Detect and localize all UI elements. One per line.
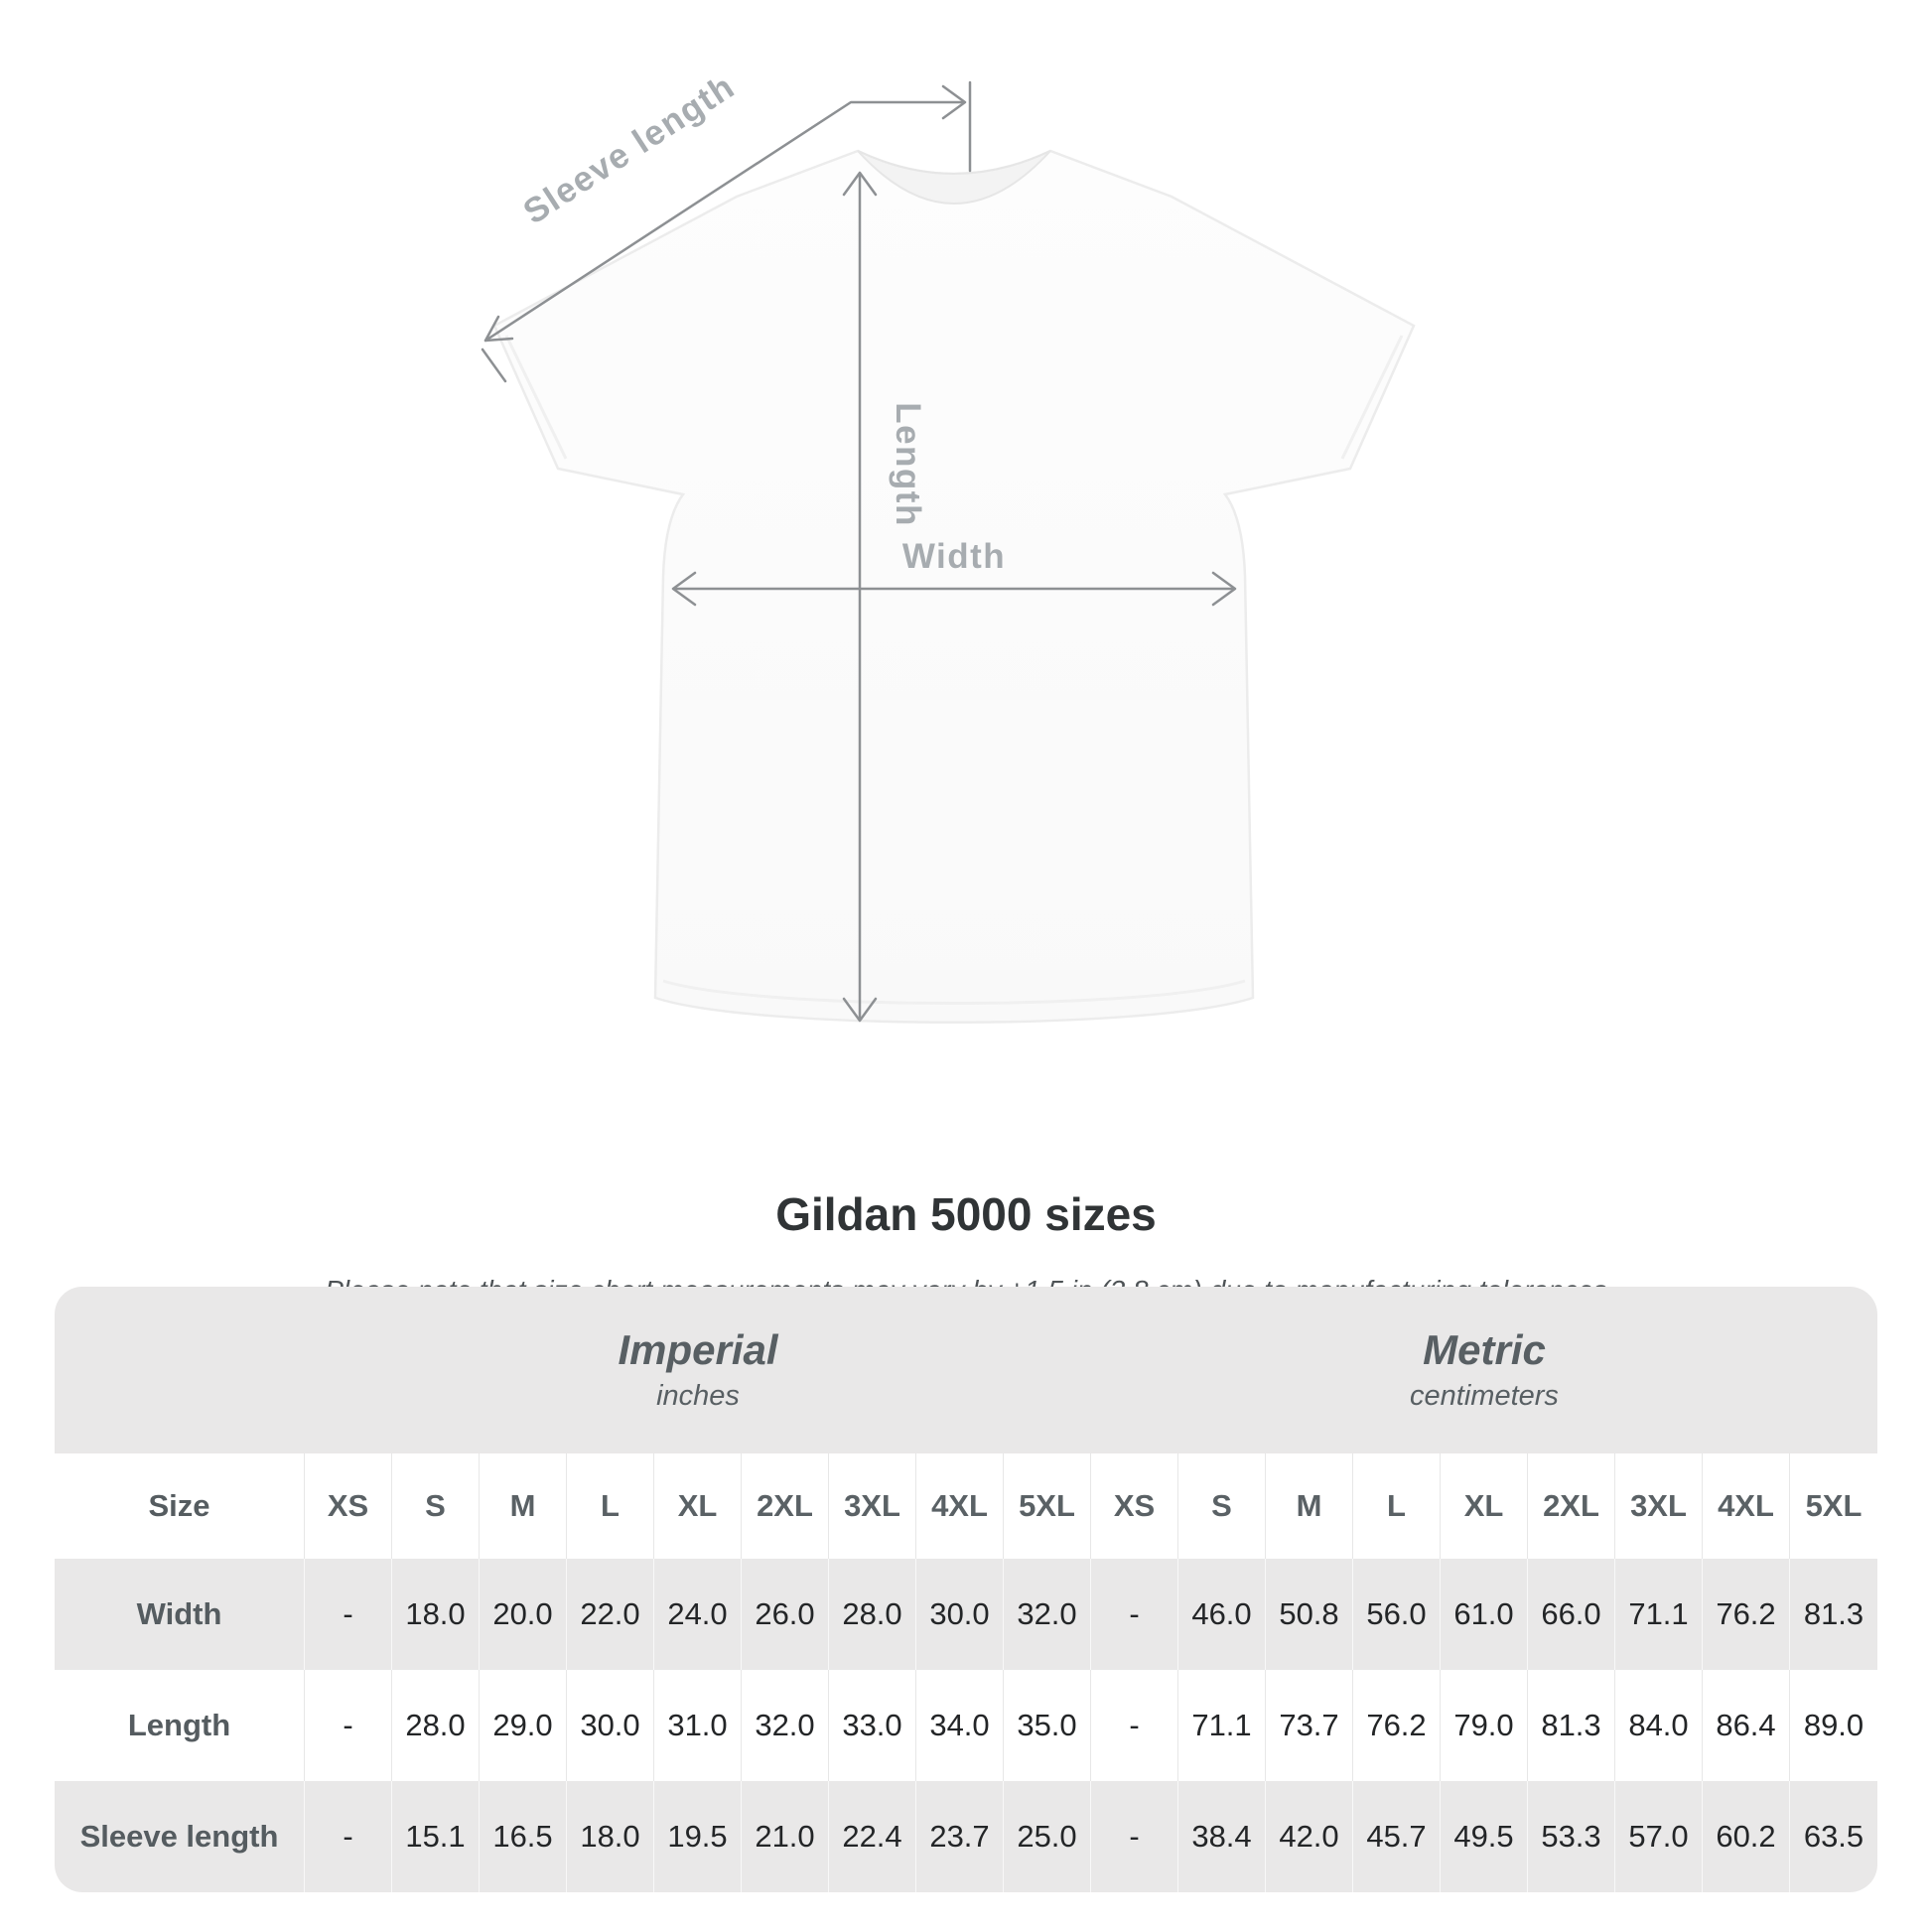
table-row bbox=[55, 1781, 1877, 1892]
size-header-row bbox=[55, 1453, 1877, 1559]
value-cell: 46.0 bbox=[1178, 1559, 1266, 1670]
imperial-label: Imperial bbox=[618, 1326, 778, 1374]
size-col-header: XL bbox=[1441, 1453, 1528, 1559]
value-cell: - bbox=[1091, 1559, 1178, 1670]
value-cell: 42.0 bbox=[1266, 1781, 1353, 1892]
value-cell: 38.4 bbox=[1178, 1781, 1266, 1892]
value-cell: 86.4 bbox=[1703, 1670, 1790, 1781]
value-cell: 22.0 bbox=[567, 1559, 654, 1670]
value-cell: 45.7 bbox=[1353, 1781, 1441, 1892]
size-col-header: M bbox=[480, 1453, 567, 1559]
size-col-header: XL bbox=[654, 1453, 742, 1559]
value-cell: 24.0 bbox=[654, 1559, 742, 1670]
value-cell: 29.0 bbox=[480, 1670, 567, 1781]
value-cell: 76.2 bbox=[1353, 1670, 1441, 1781]
value-cell: 16.5 bbox=[480, 1781, 567, 1892]
size-col-header: M bbox=[1266, 1453, 1353, 1559]
value-cell: 22.4 bbox=[829, 1781, 916, 1892]
size-table bbox=[55, 1287, 1877, 1892]
value-cell: - bbox=[305, 1559, 392, 1670]
value-cell: 20.0 bbox=[480, 1559, 567, 1670]
value-cell: 25.0 bbox=[1004, 1781, 1091, 1892]
size-col-header: XS bbox=[1091, 1453, 1178, 1559]
value-cell: 15.1 bbox=[392, 1781, 480, 1892]
group-corner-cell bbox=[55, 1287, 305, 1453]
value-cell: 32.0 bbox=[1004, 1559, 1091, 1670]
size-col-header: 4XL bbox=[916, 1453, 1004, 1559]
value-cell: 81.3 bbox=[1803, 1596, 1864, 1631]
value-cell: 26.0 bbox=[742, 1559, 829, 1670]
size-col-header: 2XL bbox=[742, 1453, 829, 1559]
value-cell: 49.5 bbox=[1441, 1781, 1528, 1892]
length-label: Length bbox=[889, 402, 927, 527]
value-cell: 71.1 bbox=[1615, 1559, 1703, 1670]
size-col-header: 2XL bbox=[1528, 1453, 1615, 1559]
size-col-header: XS bbox=[305, 1453, 392, 1559]
page-title: Gildan 5000 sizes bbox=[775, 1188, 1157, 1240]
value-cell: 63.5 bbox=[1803, 1819, 1864, 1854]
size-header-cell: Size bbox=[55, 1453, 305, 1559]
imperial-group-header bbox=[305, 1287, 1091, 1453]
size-col-header: S bbox=[1178, 1453, 1266, 1559]
value-cell: 28.0 bbox=[829, 1559, 916, 1670]
value-cell: 21.0 bbox=[742, 1781, 829, 1892]
value-cell: 66.0 bbox=[1528, 1559, 1615, 1670]
metric-label: Metric bbox=[1423, 1326, 1546, 1374]
value-cell: 19.5 bbox=[654, 1781, 742, 1892]
unit-group-row bbox=[55, 1287, 1877, 1453]
value-cell: 61.0 bbox=[1441, 1559, 1528, 1670]
measurement-rows bbox=[55, 1559, 1877, 1892]
value-cell: 56.0 bbox=[1353, 1559, 1441, 1670]
value-cell: 33.0 bbox=[829, 1670, 916, 1781]
size-col-header: 5XL bbox=[1805, 1488, 1863, 1523]
table-row bbox=[55, 1559, 1877, 1670]
imperial-unit: inches bbox=[656, 1379, 740, 1412]
sleeve-length-label: Sleeve length bbox=[516, 67, 743, 232]
value-cell: - bbox=[305, 1670, 392, 1781]
size-col-header: 5XL bbox=[1004, 1453, 1091, 1559]
value-cell: 32.0 bbox=[742, 1670, 829, 1781]
value-cell: - bbox=[1091, 1781, 1178, 1892]
value-cell: 50.8 bbox=[1266, 1559, 1353, 1670]
value-cell: 35.0 bbox=[1004, 1670, 1091, 1781]
value-cell: 89.0 bbox=[1803, 1708, 1864, 1742]
value-cell: 30.0 bbox=[916, 1559, 1004, 1670]
value-cell: 30.0 bbox=[567, 1670, 654, 1781]
value-cell: 71.1 bbox=[1178, 1670, 1266, 1781]
metric-group-header bbox=[1091, 1287, 1877, 1453]
metric-unit: centimeters bbox=[1410, 1379, 1559, 1412]
value-cell: 76.2 bbox=[1703, 1559, 1790, 1670]
row-label: Length bbox=[55, 1670, 305, 1781]
size-col-header: 4XL bbox=[1703, 1453, 1790, 1559]
value-cell: 18.0 bbox=[567, 1781, 654, 1892]
value-cell: 73.7 bbox=[1266, 1670, 1353, 1781]
size-col-header: L bbox=[567, 1453, 654, 1559]
tshirt-body bbox=[494, 151, 1414, 1023]
value-cell: 31.0 bbox=[654, 1670, 742, 1781]
value-cell: 57.0 bbox=[1615, 1781, 1703, 1892]
value-cell: 18.0 bbox=[392, 1559, 480, 1670]
size-col-header: S bbox=[392, 1453, 480, 1559]
value-cell: 79.0 bbox=[1441, 1670, 1528, 1781]
row-label: Width bbox=[55, 1559, 305, 1670]
value-cell: 81.3 bbox=[1528, 1670, 1615, 1781]
table-row bbox=[55, 1670, 1877, 1781]
value-cell: 53.3 bbox=[1528, 1781, 1615, 1892]
size-col-header: L bbox=[1353, 1453, 1441, 1559]
width-label: Width bbox=[901, 537, 1007, 576]
value-cell: 34.0 bbox=[916, 1670, 1004, 1781]
value-cell: 23.7 bbox=[916, 1781, 1004, 1892]
value-cell: 60.2 bbox=[1703, 1781, 1790, 1892]
value-cell: - bbox=[305, 1781, 392, 1892]
value-cell: 84.0 bbox=[1615, 1670, 1703, 1781]
size-col-header: 3XL bbox=[829, 1453, 916, 1559]
row-label: Sleeve length bbox=[55, 1781, 305, 1892]
size-col-header: 3XL bbox=[1615, 1453, 1703, 1559]
value-cell: - bbox=[1091, 1670, 1178, 1781]
value-cell: 28.0 bbox=[392, 1670, 480, 1781]
